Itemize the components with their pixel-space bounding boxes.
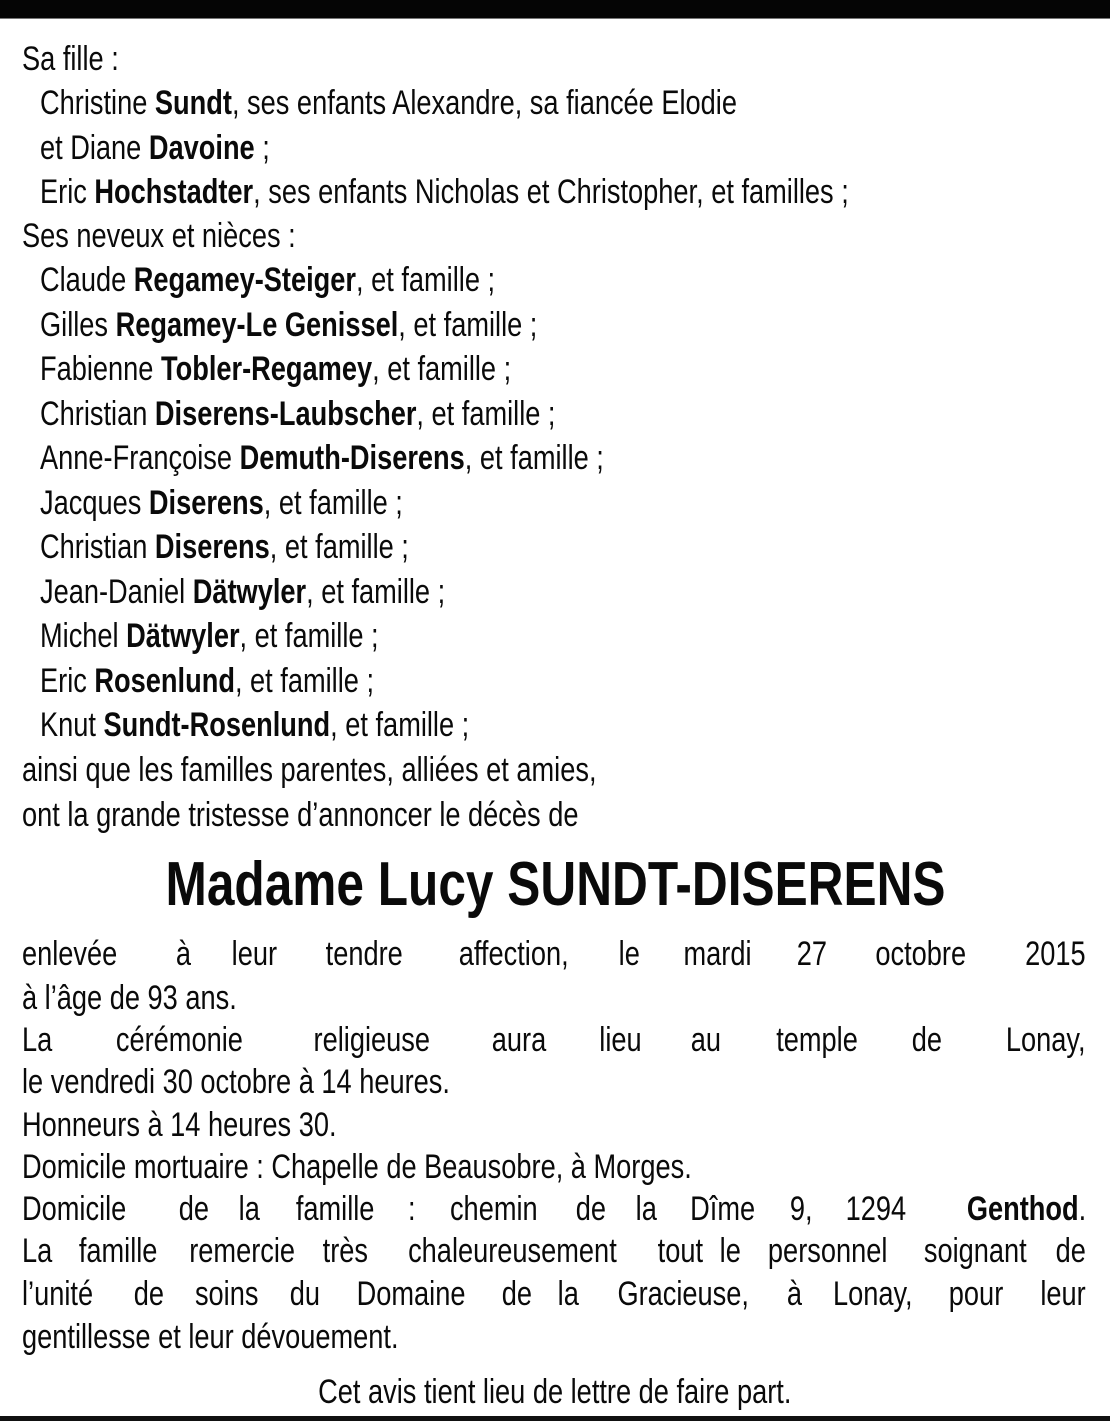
word: tendre — [325, 935, 403, 973]
surname: Sundt-Rosenlund — [103, 706, 331, 744]
first-name: Jacques — [40, 483, 149, 522]
nephew-line — [40, 347, 511, 391]
deceased-name — [0, 850, 1110, 920]
word: octobre — [875, 935, 966, 973]
daughter-header-text: Sa fille : — [22, 40, 119, 78]
word: Gracieuse, — [617, 1275, 750, 1313]
nephew-line — [40, 303, 537, 347]
line-rest: , et famille ; — [306, 572, 446, 611]
footer-text: Cet avis tient lieu de lettre de faire part. — [318, 1373, 792, 1411]
word: chaleureusement — [408, 1232, 617, 1270]
line-rest: , et famille ; — [372, 350, 512, 388]
line-rest: , et famille ; — [355, 261, 496, 299]
first-name: Eric — [40, 173, 95, 211]
word: 27 — [796, 935, 828, 973]
bottom-border — [0, 1416, 1110, 1421]
word: la — [558, 1275, 580, 1313]
first-name: Knut — [40, 706, 104, 744]
surname: Rosenlund — [94, 661, 235, 700]
nephew-line — [40, 703, 469, 747]
word: enlevée — [22, 935, 118, 973]
line-rest: , et famille ; — [330, 706, 470, 744]
nephew-line — [40, 525, 409, 569]
nephew-line — [40, 258, 495, 302]
surname: Dätwyler — [126, 617, 240, 655]
body-line-8 — [22, 1229, 1086, 1273]
surname: Diserens-Laubscher — [154, 394, 417, 433]
footer-line — [0, 1370, 1110, 1414]
first-name: Anne-Françoise — [40, 439, 240, 477]
word: la — [238, 1190, 261, 1228]
nephew-line — [40, 570, 445, 614]
age-text: à l’âge de 93 ans. — [22, 979, 237, 1017]
line-rest: , ses enfants Nicholas et Christopher, et familles ; — [253, 173, 849, 211]
word: aura — [492, 1021, 547, 1059]
announce-line — [22, 793, 578, 837]
nephew-line — [40, 392, 555, 436]
word: La — [22, 1232, 53, 1270]
body-line-6 — [22, 1145, 692, 1189]
body-line-2 — [22, 976, 237, 1020]
line-rest: , et famille ; — [263, 483, 403, 522]
word: religieuse — [314, 1021, 431, 1059]
word: leur — [231, 935, 278, 973]
surname: Davoine — [148, 128, 255, 167]
period: . — [1078, 1190, 1086, 1228]
surname: Dätwyler — [192, 572, 307, 611]
nephews-header — [22, 214, 296, 258]
line-rest: , ses enfants Alexandre, sa fiancée Elodie — [231, 84, 737, 122]
town-name: Genthod — [966, 1190, 1079, 1228]
surname: Tobler-Regamey — [160, 350, 373, 388]
word: Domicile — [22, 1190, 127, 1228]
first-name: Eric — [40, 661, 95, 700]
line-rest: ; — [254, 128, 270, 167]
line-rest: , et famille ; — [416, 394, 556, 433]
word: très — [322, 1232, 368, 1270]
word: la — [635, 1190, 657, 1228]
word: leur — [1040, 1275, 1086, 1313]
word: affection, — [458, 935, 569, 973]
word: l’unité — [22, 1275, 94, 1313]
word: remercie — [188, 1232, 295, 1270]
line-rest: , et famille ; — [269, 528, 409, 566]
word: famille — [78, 1232, 158, 1270]
word: temple — [775, 1021, 858, 1059]
word: de — [502, 1275, 533, 1313]
first-name: Gilles — [40, 305, 116, 344]
word: Dîme — [690, 1190, 756, 1228]
line-rest: , et famille ; — [464, 439, 604, 477]
word: 2015 — [1025, 935, 1086, 973]
body-line-10 — [22, 1315, 399, 1359]
word: personnel — [767, 1232, 888, 1270]
word: à — [786, 1275, 802, 1313]
first-name: et Diane — [40, 128, 149, 167]
top-border — [0, 0, 1110, 19]
word: le — [618, 935, 640, 973]
word: soins — [195, 1275, 259, 1313]
word: du — [289, 1275, 320, 1313]
first-name: Fabienne — [40, 350, 161, 388]
honors-text: Honneurs à 14 heures 30. — [22, 1106, 337, 1144]
word: mardi — [683, 935, 752, 973]
body-line-7 — [22, 1187, 1086, 1231]
word: tout — [657, 1232, 703, 1270]
word: famille — [295, 1190, 375, 1228]
nephew-line — [40, 481, 403, 525]
daughter-line — [40, 170, 849, 214]
nephew-line — [40, 614, 379, 658]
word: 1294 — [845, 1190, 907, 1228]
first-name: Jean-Daniel — [40, 572, 193, 611]
line-rest: , et famille ; — [239, 617, 379, 655]
word: Lonay, — [833, 1275, 913, 1313]
thanks-end-text: gentillesse et leur dévouement. — [22, 1318, 399, 1356]
word: de — [179, 1190, 210, 1228]
surname: Regamey-Le Genissel — [115, 305, 399, 344]
body-line-3 — [22, 1018, 1086, 1062]
body-line-4 — [22, 1060, 450, 1104]
word: Lonay, — [1006, 1021, 1086, 1059]
word: au — [691, 1021, 722, 1059]
word: chemin — [450, 1190, 539, 1228]
word: pour — [948, 1275, 1004, 1313]
line-rest: , et famille ; — [234, 661, 375, 700]
nephew-line — [40, 436, 604, 480]
body-line-5 — [22, 1103, 337, 1147]
word: de — [1055, 1232, 1086, 1270]
surname: Sundt — [154, 84, 232, 122]
first-name: Michel — [40, 617, 127, 655]
word: à — [176, 935, 192, 973]
word: de — [133, 1275, 165, 1313]
surname: Diserens — [148, 483, 264, 522]
announce-text: ont la grande tristesse d’annoncer le décès de — [22, 796, 579, 834]
nephew-line — [40, 659, 374, 703]
surname: Diserens — [154, 528, 270, 566]
word: : — [407, 1190, 416, 1228]
first-name: Claude — [40, 261, 134, 299]
daughter-header — [22, 37, 119, 81]
daughter-line — [40, 81, 737, 125]
mortuary-text: Domicile mortuaire : Chapelle de Beausobre, à Morges. — [22, 1148, 692, 1186]
town-word — [967, 1187, 1086, 1231]
first-name: Christian — [40, 528, 155, 566]
nephews-header-text: Ses neveux et nièces : — [22, 217, 296, 255]
word: cérémonie — [116, 1021, 244, 1059]
first-name: Christian — [40, 394, 155, 433]
line-rest: , et famille ; — [398, 305, 538, 344]
word: soignant — [923, 1232, 1027, 1270]
word: le — [719, 1232, 742, 1270]
daughter-line — [40, 126, 270, 170]
body-line-1 — [22, 932, 1086, 976]
ceremony-date-text: le vendredi 30 octobre à 14 heures. — [22, 1063, 450, 1101]
surname: Regamey-Steiger — [133, 261, 356, 299]
body-line-9 — [22, 1272, 1086, 1316]
surname: Demuth-Diserens — [239, 439, 465, 477]
first-name: Christine — [40, 84, 155, 122]
surname: Hochstadter — [94, 173, 254, 211]
closing-family-line — [22, 748, 597, 792]
word: Domaine — [356, 1275, 466, 1313]
word: de — [575, 1190, 607, 1228]
closing-family-text: ainsi que les familles parentes, alliées et amies, — [22, 751, 597, 789]
word: 9, — [789, 1190, 813, 1228]
word: lieu — [599, 1021, 642, 1059]
word: La — [22, 1021, 53, 1059]
word: de — [911, 1021, 943, 1059]
deceased-name-text: Madame Lucy SUNDT-DISERENS — [165, 850, 945, 919]
